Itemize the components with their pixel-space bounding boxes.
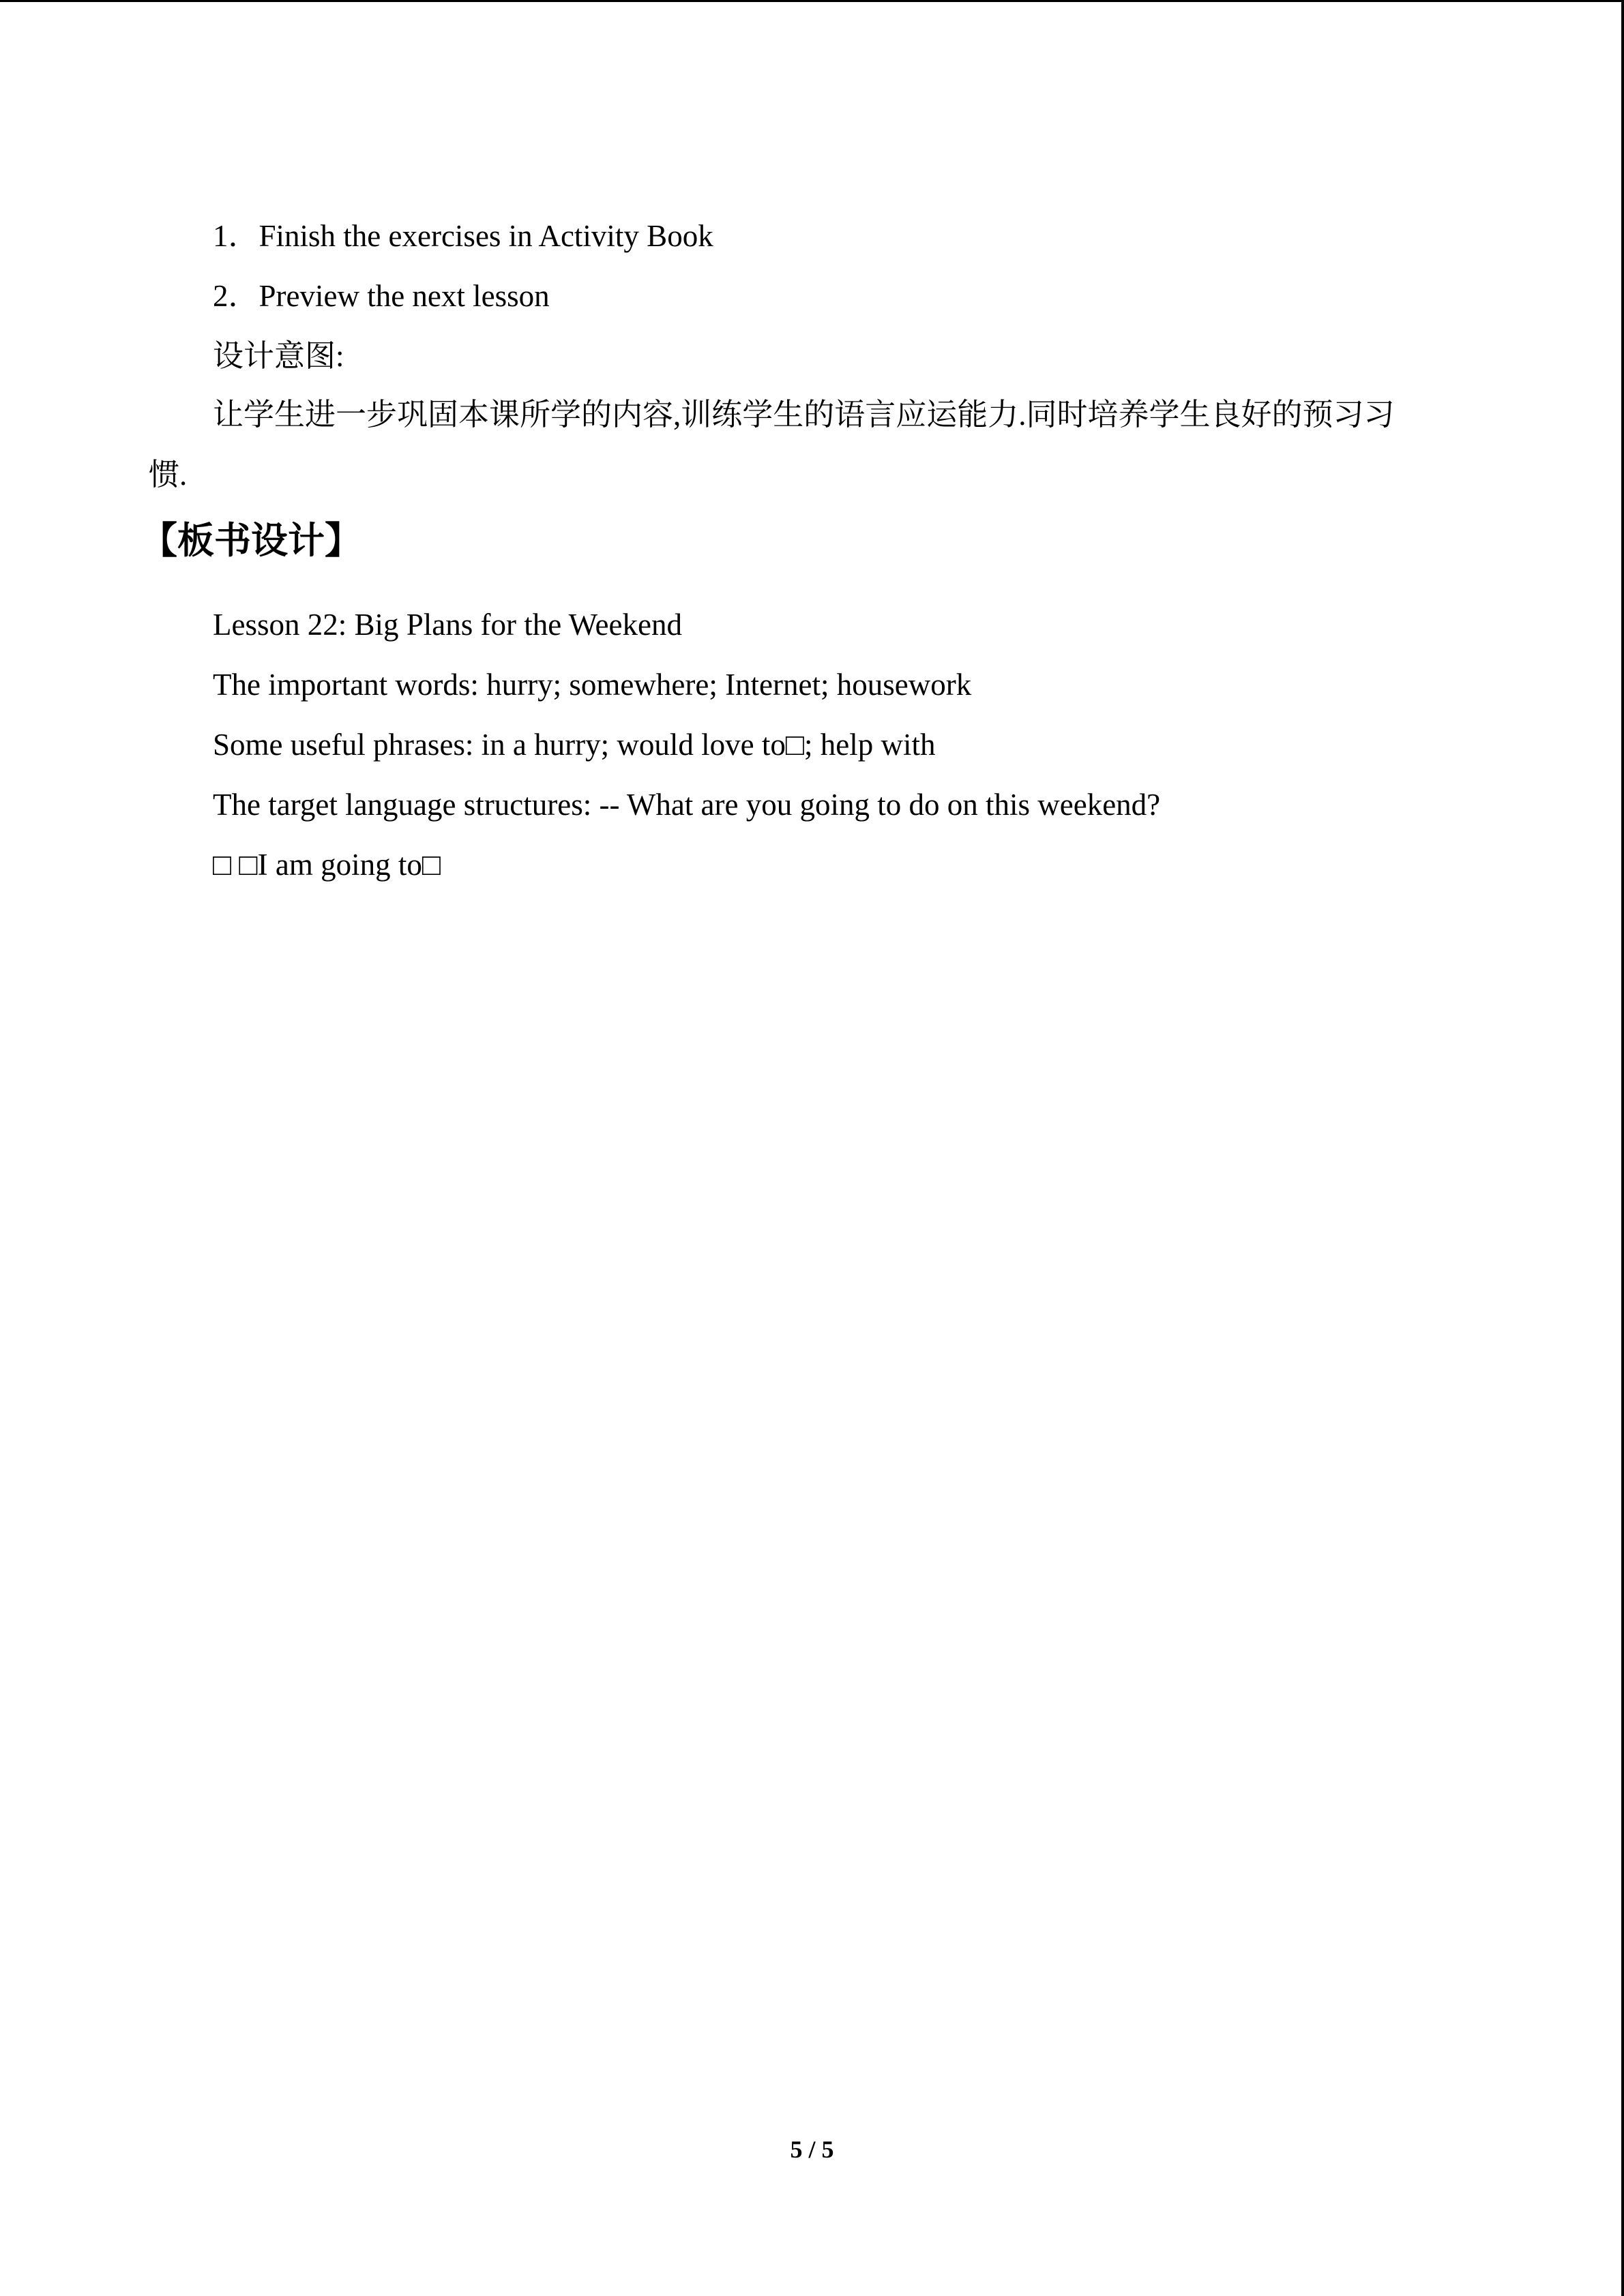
target-structures: The target language structures: -- What are you going to do on this weekend? [213, 788, 1161, 822]
important-words: The important words: hurry; somewhere; Internet; housework [213, 668, 972, 702]
homework-item-1: 1．Finish the exercises in Activity Book [213, 219, 713, 253]
page-number: 5 / 5 [790, 2136, 834, 2163]
answer-line: □ □I am going to□ [213, 848, 441, 882]
board-design-heading: 【板书设计】 [141, 520, 361, 561]
page-right-border [1621, 0, 1624, 2296]
design-intent-text-continuation: 惯. [149, 458, 188, 492]
homework-item-2: 2．Preview the next lesson [213, 279, 550, 313]
useful-phrases: Some useful phrases: in a hurry; would love to□; help with [213, 728, 936, 762]
page-top-border [0, 0, 1624, 2]
design-intent-label: 设计意图: [213, 339, 344, 373]
design-intent-text: 让学生进一步巩固本课所学的内容,训练学生的语言应运能力.同时培养学生良好的预习习 [213, 398, 1395, 432]
lesson-title: Lesson 22: Big Plans for the Weekend [213, 608, 682, 642]
